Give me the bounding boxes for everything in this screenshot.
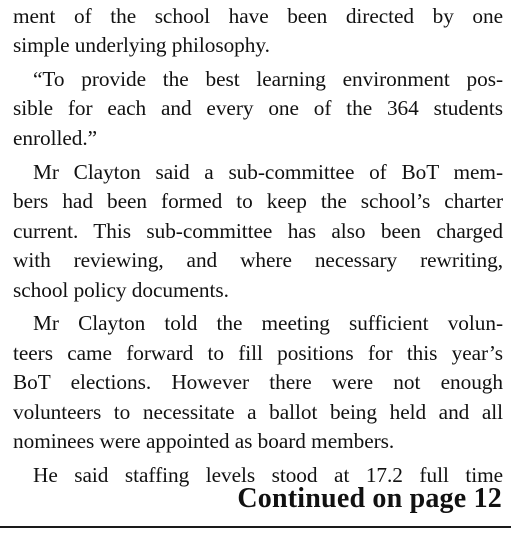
body-text-line: ment of the school have been directed by one	[13, 4, 503, 28]
body-text-line: Mr Clayton told the meeting sufficient volun-	[33, 311, 503, 335]
body-text-line: Mr Clayton said a sub-committee of BoT mem-	[33, 160, 503, 184]
body-text-line: bers had been formed to keep the school’s charter	[13, 189, 503, 213]
body-text-line: volunteers to necessitate a ballot being held and all	[13, 400, 503, 424]
body-text-line: nominees were appointed as board members.	[13, 429, 395, 453]
body-text-line: “To provide the best learning environment pos-	[33, 67, 503, 91]
body-text-line: He said staffing levels stood at 17.2 full time	[33, 463, 503, 487]
body-text-line: simple underlying philosophy.	[13, 33, 270, 57]
body-text-line: BoT elections. However there were not enough	[13, 370, 503, 394]
body-text-line: enrolled.”	[13, 126, 98, 150]
body-text-line: sible for each and every one of the 364 students	[13, 96, 503, 120]
bottom-rule	[0, 526, 511, 528]
body-text-line: school policy documents.	[13, 278, 229, 302]
body-text-line: current. This sub-committee has also been charged	[13, 219, 503, 243]
body-text-line: teers came forward to fill positions for this year’s	[13, 341, 503, 365]
continued-on-page-link: Continued on page 12	[237, 483, 502, 514]
body-text-line: with reviewing, and where necessary rewriting,	[13, 248, 503, 272]
